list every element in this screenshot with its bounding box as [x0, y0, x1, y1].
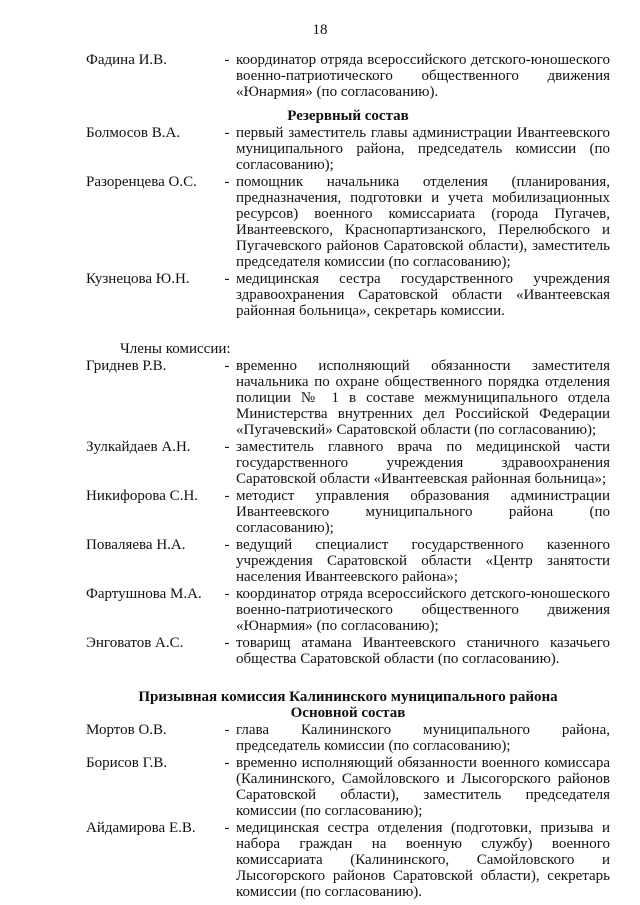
- entry-dash: -: [224, 358, 230, 374]
- commission-heading: Призывная комиссия Калининского муниципального района: [138, 689, 558, 705]
- person-entry: [86, 271, 610, 319]
- person-position: координатор отряда всероссийского детского-юношеского военно-патриотического общественного движения «Юнармия» (по согласованию);: [236, 586, 610, 634]
- person-position: медицинская сестра отделения (подготовки, призыва и набора граждан на военную службу) военного комиссариата (Калининского, Самойловского и Лысогорского районов Саратовской области), секретарь комиссии (по согласованию).: [236, 820, 610, 900]
- person-entry: [86, 488, 610, 536]
- person-position: заместитель главного врача по медицинской части государственного учреждения здравоохранения Саратовской области «Ивантеевская районная больница»;: [236, 439, 610, 487]
- members-heading: Члены комиссии:: [120, 341, 231, 357]
- person-name: Зулкайдаев А.Н.: [86, 439, 191, 455]
- entry-dash: -: [224, 174, 230, 190]
- person-position: медицинская сестра государственного учреждения здравоохранения Саратовской области «Ивантеевская районная больница», секретарь комиссии.: [236, 271, 610, 319]
- person-entry: [86, 635, 610, 667]
- person-name: Никифорова С.Н.: [86, 488, 199, 504]
- entry-dash: -: [224, 755, 230, 771]
- entry-dash: -: [224, 52, 230, 68]
- entry-dash: -: [224, 537, 230, 553]
- person-position: товарищ атамана Ивантеевского станичного казачьего общества Саратовской области (по согласованию).: [236, 635, 610, 667]
- person-entry: [86, 125, 610, 173]
- person-name: Разоренцева О.С.: [86, 174, 197, 190]
- person-entry: [86, 755, 610, 819]
- person-name: Болмосов В.А.: [86, 125, 181, 141]
- person-entry: [86, 439, 610, 487]
- person-position: временно исполняющий обязанности военного комиссара (Калининского, Самойловского и Лысогорского районов Саратовской области), заместитель председателя комиссии (по согласованию);: [236, 755, 610, 819]
- first-block-list: [86, 52, 610, 100]
- person-position: ведущий специалист государственного казенного учреждения Саратовской области «Центр занятости населения Ивантеевского района»;: [236, 537, 610, 585]
- entry-dash: -: [224, 586, 230, 602]
- person-position: временно исполняющий обязанности заместителя начальника по охране общественного порядка отделения полиции № 1 в составе межмуниципального отдела Министерства внутренних дел Российской Федерации «Пугачевский» Саратовской области (по согласованию);: [236, 358, 610, 438]
- main-composition-heading: Основной состав: [290, 705, 406, 721]
- person-position: методист управления образования администрации Ивантеевского муниципального района (по согласованию);: [236, 488, 610, 536]
- person-entry: [86, 537, 610, 585]
- person-name: Поваляева Н.А.: [86, 537, 186, 553]
- entry-dash: -: [224, 125, 230, 141]
- person-position: первый заместитель главы администрации Ивантеевского муниципального района, председатель комиссии (по согласованию);: [236, 125, 610, 173]
- person-name: Кузнецова Ю.Н.: [86, 271, 190, 287]
- document-body: [86, 52, 610, 901]
- person-entry: [86, 52, 610, 100]
- person-name: Фадина И.В.: [86, 52, 167, 68]
- entry-dash: -: [224, 635, 230, 651]
- page-number: 18: [312, 22, 328, 38]
- main-list: [86, 722, 610, 900]
- person-entry: [86, 174, 610, 270]
- person-entry: [86, 820, 610, 900]
- entry-dash: -: [224, 820, 230, 836]
- entry-dash: -: [224, 271, 230, 287]
- person-entry: [86, 358, 610, 438]
- entry-dash: -: [224, 488, 230, 504]
- members-list: [86, 358, 610, 667]
- person-name: Борисов Г.В.: [86, 755, 168, 771]
- person-name: Айдамирова Е.В.: [86, 820, 196, 836]
- person-position: глава Калининского муниципального района, председатель комиссии (по согласованию);: [236, 722, 610, 754]
- entry-dash: -: [224, 722, 230, 738]
- person-name: Энговатов А.С.: [86, 635, 184, 651]
- person-name: Фартушнова М.А.: [86, 586, 202, 602]
- person-entry: [86, 722, 610, 754]
- person-position: помощник начальника отделения (планирования, предназначения, подготовки и учета мобилизационных ресурсов) военного комиссариата (города Пугачев, Ивантеевского, Краснопартизанского, Перелюбского и Пугачевского районов Саратовской области), заместитель председателя комиссии (по согласованию);: [236, 174, 610, 270]
- person-entry: [86, 586, 610, 634]
- person-name: Гриднев Р.В.: [86, 358, 167, 374]
- person-name: Мортов О.В.: [86, 722, 167, 738]
- entry-dash: -: [224, 439, 230, 455]
- reserve-heading: Резервный состав: [287, 108, 409, 124]
- reserve-list: [86, 125, 610, 319]
- person-position: координатор отряда всероссийского детского-юношеского военно-патриотического общественного движения «Юнармия» (по согласованию).: [236, 52, 610, 100]
